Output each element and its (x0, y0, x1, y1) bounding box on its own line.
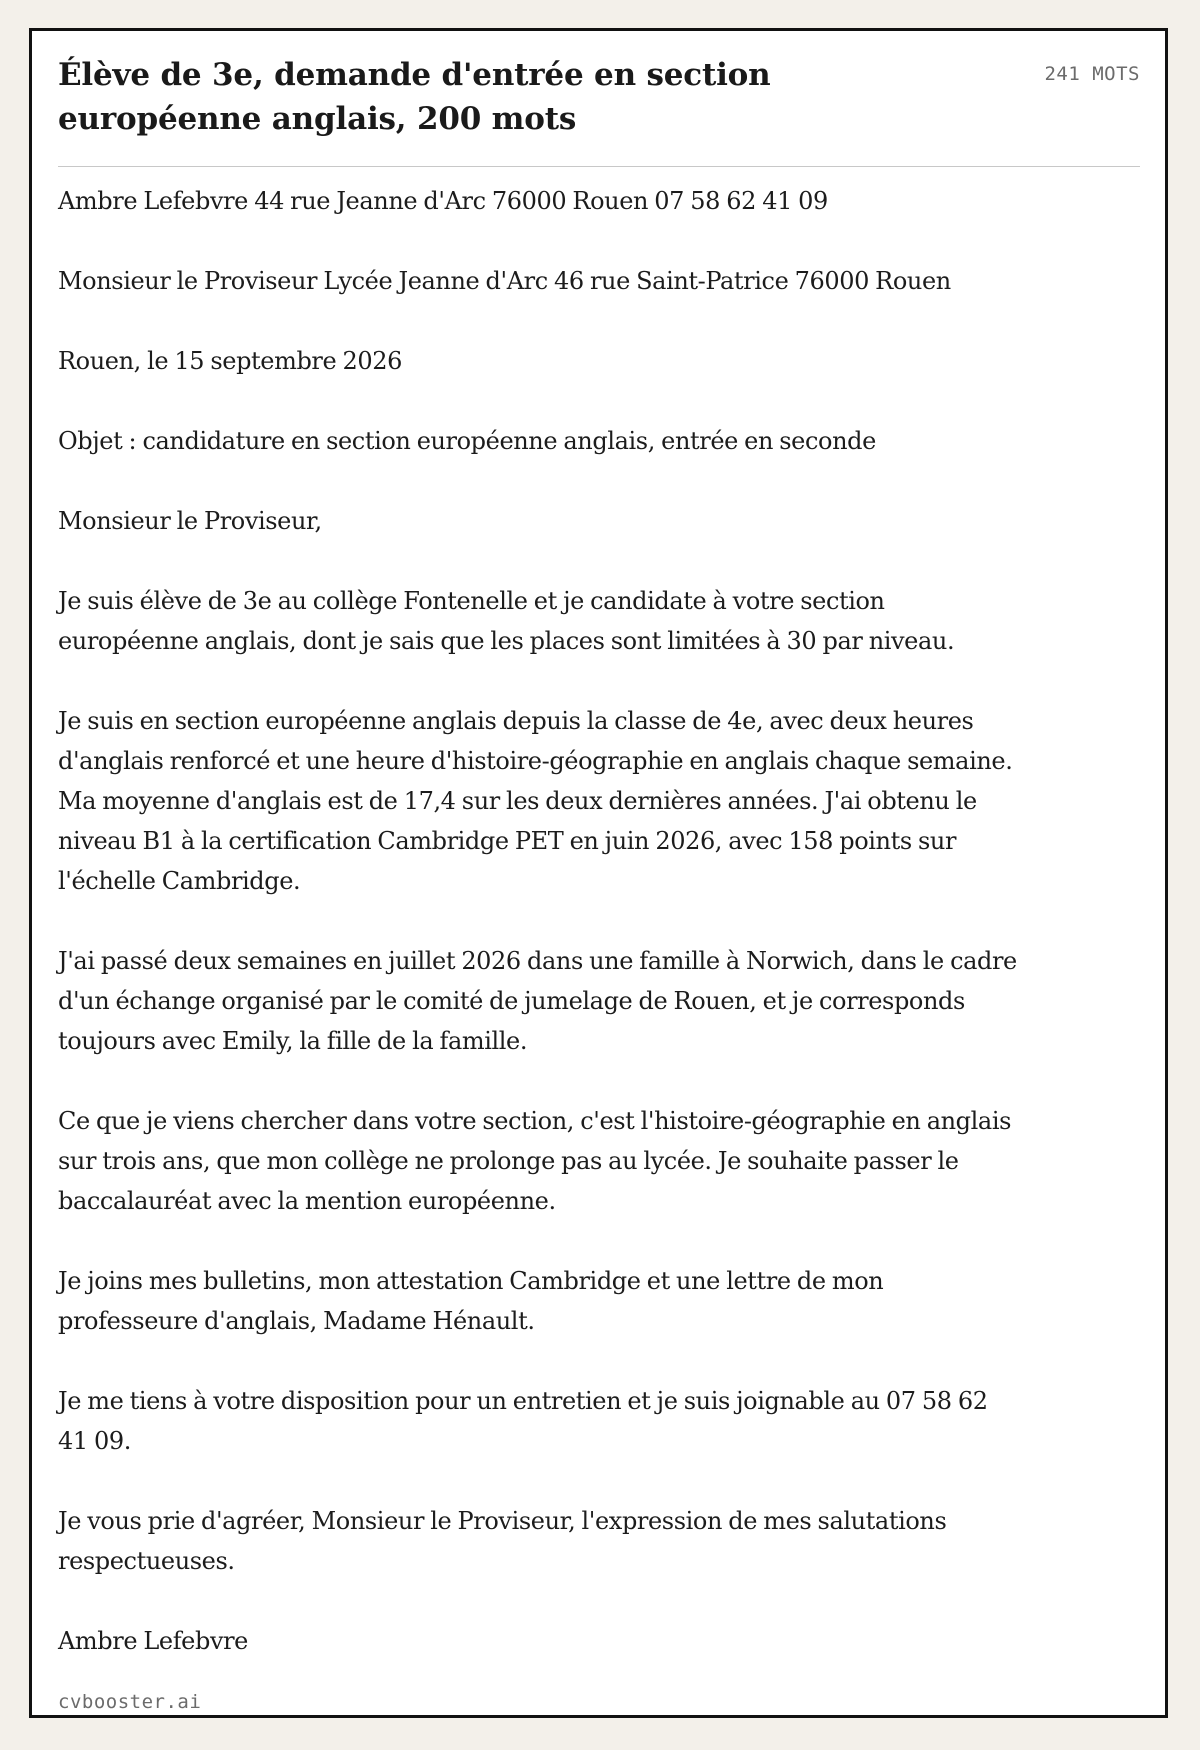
letter-subject: Objet : candidature en section européenne anglais, entrée en seconde (58, 427, 876, 455)
recipient-address: Monsieur le Proviseur Lycée Jeanne d'Arc 46 rue Saint-Patrice 76000 Rouen (58, 267, 951, 295)
letter-salutation: Monsieur le Proviseur, (58, 507, 322, 535)
closing-formula: Je vous prie d'agréer, Monsieur le Proviseur, l'expression de mes salutations respectueuses. (58, 1507, 947, 1575)
signature: Ambre Lefebvre (58, 1627, 248, 1655)
body-paragraph: Je suis élève de 3e au collège Fontenelle et je candidate à votre section européenne anglais, dont je sais que les places sont limitées à 30 par niveau. (58, 587, 955, 655)
sender-address: Ambre Lefebvre 44 rue Jeanne d'Arc 76000 Rouen 07 58 62 41 09 (58, 187, 828, 215)
letter-body (58, 181, 1018, 1701)
letter-header (58, 53, 1140, 167)
footer-brand: cvbooster.ai (58, 1691, 202, 1713)
word-count-badge: 241 MOTS (1044, 63, 1140, 85)
body-paragraph: Je joins mes bulletins, mon attestation Cambridge et une lettre de mon professeure d'anglais, Madame Hénault. (58, 1267, 884, 1335)
page-title: Élève de 3e, demande d'entrée en section européenne anglais, 200 mots (58, 57, 771, 137)
body-paragraph: Ce que je viens chercher dans votre section, c'est l'histoire-géographie en anglais sur trois ans, que mon collège ne prolonge pas au lycée. Je souhaite passer le baccalauréat avec la mention européenne. (58, 1107, 1012, 1215)
body-paragraph: J'ai passé deux semaines en juillet 2026 dans une famille à Norwich, dans le cadre d'un échange organisé par le comité de jumelage de Rouen, et je corresponds toujours avec Emily, la fille de la famille. (58, 947, 1017, 1055)
letter-card (29, 28, 1168, 1718)
letter-date: Rouen, le 15 septembre 2026 (58, 347, 403, 375)
body-paragraph: Je suis en section européenne anglais depuis la classe de 4e, avec deux heures d'anglais renforcé et une heure d'histoire-géographie en anglais chaque semaine. Ma moyenne d'anglais est de 17,4 sur les deux dernières années. J'ai obtenu le niveau B1 à la certification Cambridge PET en juin 2026, avec 158 points sur l'échelle Cambridge. (58, 707, 1013, 895)
body-paragraph: Je me tiens à votre disposition pour un entretien et je suis joignable au 07 58 62 41 09. (58, 1387, 988, 1455)
